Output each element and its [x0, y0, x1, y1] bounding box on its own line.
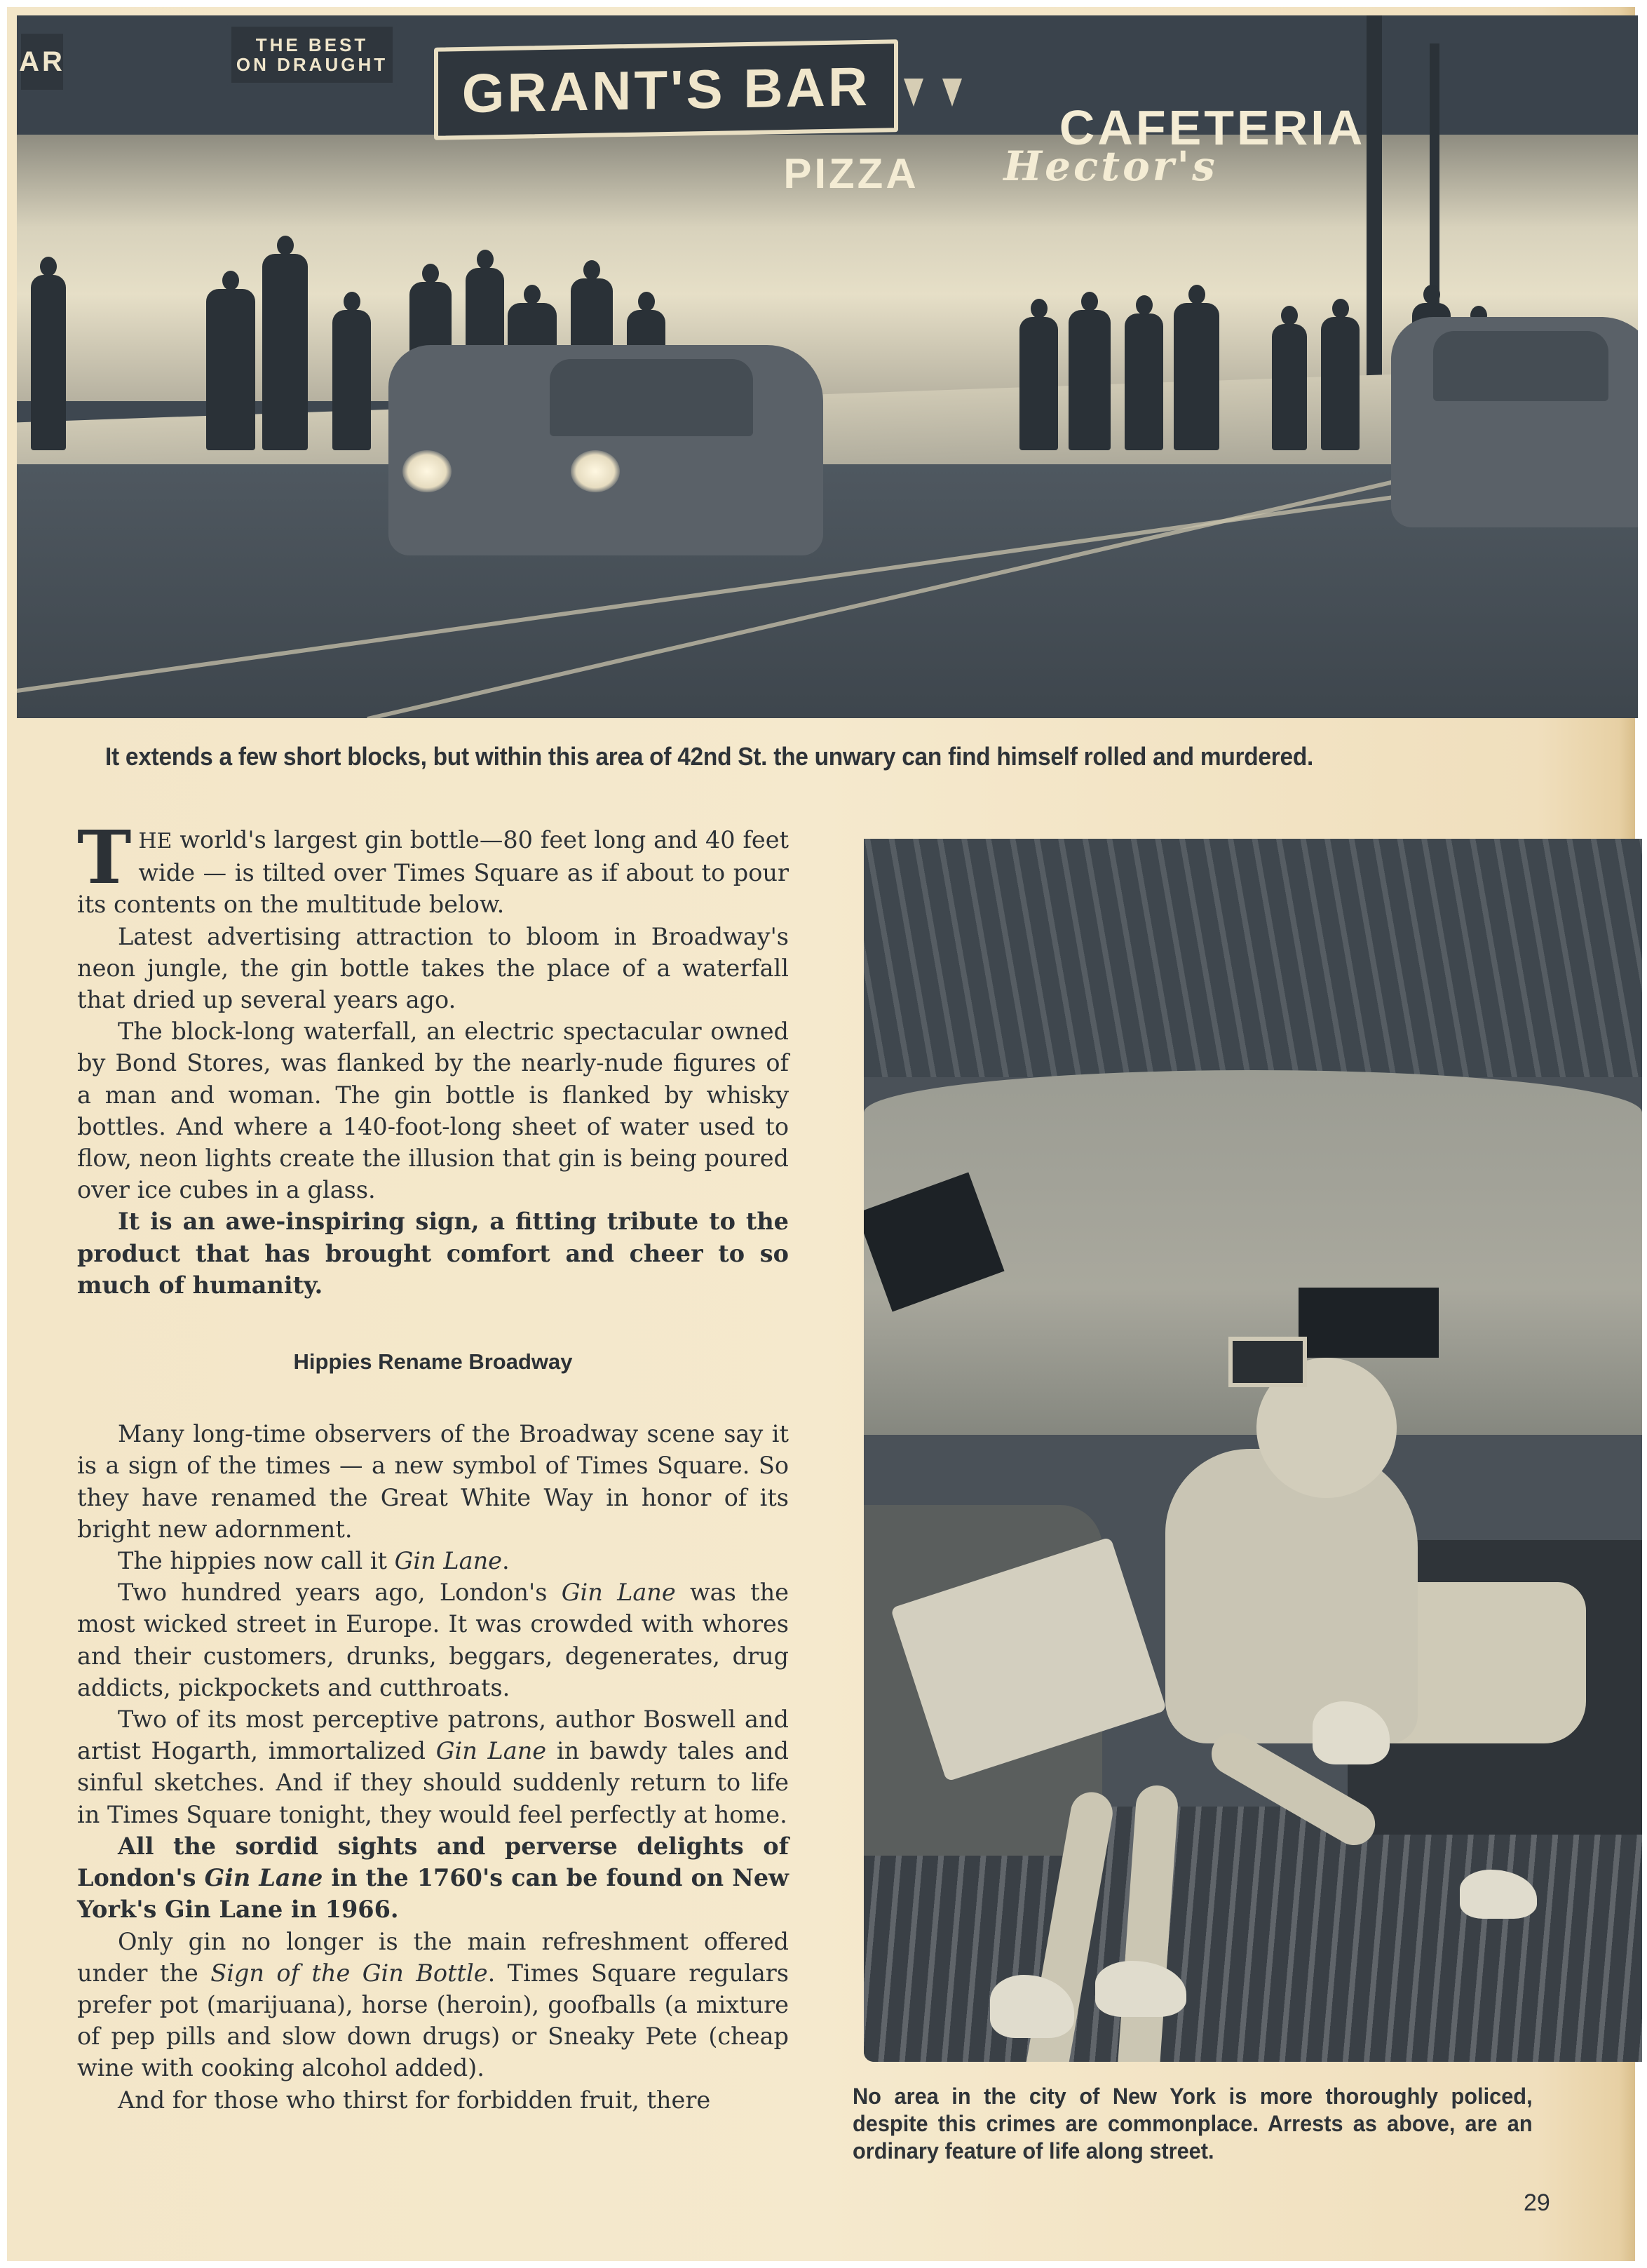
article-paragraph: Many long-time observers of the Broadway scene say it is a sign of the times — a new symbol of Times Square. So they have renamed the Great White Way in honor of its bright new adornment. — [77, 1420, 789, 1543]
paragraph-text: world's largest gin bottle—80 feet long and 40 feet wide — is tilted over Times Square as if about to pour its contents on the multitude below. — [77, 826, 789, 919]
photo-sign-cafeteria — [1059, 86, 1366, 170]
article-paragraph — [77, 1703, 789, 1830]
car-window — [550, 359, 753, 436]
pedestrian — [1321, 317, 1360, 450]
right-photo-arrest-scene — [864, 839, 1642, 2062]
top-photo-caption: It extends a few short blocks, but within this area of 42nd St. the unwary can find himself rolled and murdered. — [105, 742, 1314, 771]
car-headlight — [571, 450, 620, 492]
article-paragraph: Latest advertising attraction to bloom in Broadway's neon jungle, the gin bottle takes the place of a waterfall that dried up several years ago. — [77, 922, 789, 1014]
paragraph-text: Two of its most perceptive patrons, author Boswell and artist Hogarth, immortalized — [77, 1706, 789, 1765]
paragraph-text: . — [501, 1547, 510, 1575]
section-subheading: Hippies Rename Broadway — [293, 1349, 573, 1375]
top-photo-42nd-street-night — [17, 15, 1638, 718]
photo-sign-pizza — [760, 149, 942, 198]
photo-sign-draught — [227, 22, 397, 87]
censor-bar — [1299, 1288, 1439, 1358]
article-paragraph-bold — [77, 1830, 789, 1926]
paragraph-text: . Times Square regulars prefer pot (marijuana), horse (heroin), goofballs (a mixture of pep pills and slow down drugs) or Sneaky Pete (cheap wine with cooking alcohol added). — [77, 1959, 789, 2082]
pedestrian — [1069, 310, 1111, 450]
arrow-down-icon — [904, 79, 923, 107]
sign-text: ON DRAUGHT — [236, 54, 388, 75]
photo-sign-partial — [17, 29, 67, 94]
paragraph-text: All the sordid sights and perverse delights of London's — [77, 1832, 789, 1892]
article-paragraph — [77, 814, 789, 921]
article-column — [77, 814, 789, 2116]
drop-cap: T — [77, 814, 132, 900]
article-paragraph: And for those who thirst for forbidden fruit, there — [118, 2086, 711, 2114]
sign-text: PIZZA — [783, 149, 919, 197]
paragraph-text: in bawdy tales and sinful sketches. And if they should suddenly return to life in Times Square tonight, they would feel perfectly at home. — [77, 1737, 789, 1828]
pedestrian — [1272, 324, 1307, 450]
italic-text: Gin Lane — [561, 1579, 676, 1607]
paragraph-text: The hippies now call it — [118, 1547, 395, 1575]
sign-text: AR — [19, 46, 65, 77]
photo-sign-grants-bar — [434, 39, 898, 140]
article-paragraph — [77, 1577, 789, 1703]
sign-text: GRANT'S BAR — [461, 55, 871, 124]
photo-blurred-car — [1391, 317, 1638, 527]
magazine-page — [7, 7, 1635, 2261]
pedestrian — [1019, 317, 1058, 450]
right-photo-caption: No area in the city of New York is more thoroughly policed, despite this crimes are commonplace. Arrests as above, are an ordinary feature of life along street. — [853, 2084, 1533, 2164]
italic-text: Gin Lane — [435, 1737, 547, 1765]
photo-figure-center — [1165, 1449, 1418, 1743]
italic-text: Gin Lane — [204, 1864, 323, 1892]
pedestrian — [1174, 303, 1219, 450]
car-headlight — [402, 450, 452, 492]
photo-ceiling — [864, 839, 1642, 1077]
pedestrian — [1125, 313, 1163, 450]
sign-text: Hector's — [1003, 142, 1218, 190]
pedestrian — [262, 254, 308, 450]
italic-text: Gin Lane — [394, 1547, 502, 1575]
pedestrian — [31, 275, 66, 450]
article-paragraph — [77, 1545, 789, 1577]
sign-text: CAFETERIA — [1059, 100, 1366, 155]
italic-text: Sign of the Gin Bottle — [210, 1959, 488, 1987]
pedestrian — [206, 289, 255, 450]
small-caps-lead: HE — [138, 829, 172, 853]
arrow-down-icon — [942, 79, 962, 107]
photo-blurred-car — [388, 345, 823, 555]
pedestrian — [332, 310, 371, 450]
article-paragraph — [77, 1926, 789, 2084]
article-paragraph-bold: It is an awe-inspiring sign, a fitting tribute to the product that has brought comfort and cheer to so much of humanity. — [77, 1208, 789, 1299]
paragraph-text: was the most wicked street in Europe. It was crowded with whores and their customers, drunks, beggars, degenerates, drug addicts, pickpockets and cutthroats. — [77, 1579, 789, 1701]
photo-object — [1228, 1337, 1307, 1387]
page-number: 29 — [1524, 2189, 1550, 2216]
paragraph-text: Only gin no longer is the main refreshment offered under the — [77, 1927, 789, 1987]
paragraph-text: Two hundred years ago, London's — [118, 1579, 562, 1607]
article-paragraph: The block-long waterfall, an electric spectacular owned by Bond Stores, was flanked by the nearly-nude figures of a man and woman. The gin bottle is flanked by whisky bottles. And where a 140-foot-long sheet of water used to flow, neon lights create the illusion that gin is being poured over ice cubes in a glass. — [77, 1018, 789, 1204]
car-window — [1433, 331, 1608, 401]
paragraph-text: in the 1760's can be found on New York's Gin Lane in 1966. — [77, 1864, 789, 1924]
sign-text: THE BEST — [255, 34, 369, 55]
